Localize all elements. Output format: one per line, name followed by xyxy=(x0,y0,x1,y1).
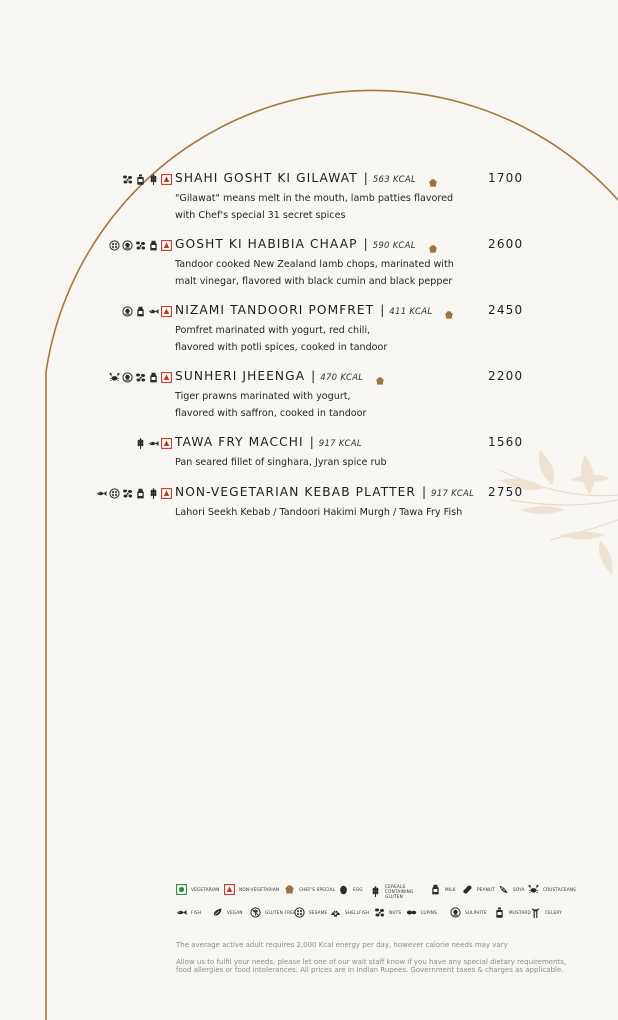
item-description xyxy=(175,256,454,290)
item-description-line: Tiger prawns marinated with yogurt, xyxy=(175,391,351,402)
legend-label: FISH xyxy=(191,910,202,915)
fish-icon xyxy=(148,438,159,449)
sulphite-icon xyxy=(122,306,133,317)
allergen-icons xyxy=(122,172,172,186)
item-kcal: 917 KCAL xyxy=(431,489,475,499)
legend-label: NON-VEGETARIAN xyxy=(239,887,280,892)
legend-item xyxy=(462,884,495,895)
disclaimer-line-2: food allergies or food intolerances. All prices are in Indian Rupees. Government taxes & charges as applicable. xyxy=(176,966,564,974)
legend-item xyxy=(250,907,296,918)
milk-icon xyxy=(135,306,146,317)
non-veg-icon xyxy=(161,174,172,185)
item-separator: | xyxy=(311,369,316,383)
celery-icon xyxy=(530,907,541,918)
legend-item xyxy=(430,884,456,895)
menu-item xyxy=(0,486,618,546)
menu-item xyxy=(0,370,618,430)
cereals-gluten-icon xyxy=(135,438,146,449)
item-name: GOSHT KI HABIBIA CHAAP xyxy=(175,237,358,251)
item-title-line xyxy=(175,369,363,383)
item-name: SUNHERI JHEENGA xyxy=(175,369,306,383)
non-veg-icon xyxy=(161,488,172,499)
legend-label: SHELLFISH xyxy=(345,910,370,915)
cereals-gluten-icon xyxy=(370,886,381,897)
soya-icon xyxy=(498,884,509,895)
legend-label: SESAME xyxy=(309,910,328,915)
crustaceans-icon xyxy=(109,372,120,383)
item-description xyxy=(175,322,387,356)
item-title-line xyxy=(175,485,474,499)
allergen-icons xyxy=(109,238,172,252)
legend-item xyxy=(330,907,369,918)
chef-hat-icon xyxy=(444,305,454,315)
item-price: 2750 xyxy=(488,485,524,499)
item-price: 2200 xyxy=(488,369,524,383)
legend-label: SULPHITE xyxy=(465,910,487,915)
item-description xyxy=(175,388,366,422)
chef-hat-icon xyxy=(428,239,438,249)
fish-icon xyxy=(96,488,107,499)
non-veg-icon xyxy=(224,884,235,895)
item-description xyxy=(175,190,453,224)
milk-icon xyxy=(148,372,159,383)
legend-label: CEREALS CONTAINING GLUTEN xyxy=(385,884,414,899)
legend-label: GLUTEN FREE xyxy=(265,910,296,915)
milk-icon xyxy=(430,884,441,895)
item-name: TAWA FRY MACCHI xyxy=(175,435,304,449)
legend-item xyxy=(530,907,562,918)
legend-item xyxy=(406,907,437,918)
sesame-icon xyxy=(109,240,120,251)
disclaimer-line-1: Allow us to fulfil your needs, please let one of our wait staff know if you have any special dietary requirements, xyxy=(176,958,567,966)
legend-label: CHEF'S SPECIAL xyxy=(299,887,336,892)
gluten-free-icon xyxy=(250,907,261,918)
milk-icon xyxy=(148,240,159,251)
legend-label: CRUSTACEANS xyxy=(543,887,577,892)
item-title-line xyxy=(175,171,416,185)
legend-item xyxy=(498,884,525,895)
lupins-icon xyxy=(406,907,417,918)
item-kcal: 470 KCAL xyxy=(320,373,364,383)
item-separator: | xyxy=(422,485,427,499)
sulphite-icon xyxy=(450,907,461,918)
crustaceans-icon xyxy=(528,884,539,895)
allergen-icons xyxy=(109,370,172,384)
item-separator: | xyxy=(309,435,314,449)
sulphite-icon xyxy=(122,372,133,383)
item-price: 2450 xyxy=(488,303,524,317)
item-description xyxy=(175,454,387,471)
chef-hat-icon xyxy=(375,371,385,381)
item-separator: | xyxy=(380,303,385,317)
item-description-line: Tandoor cooked New Zealand lamb chops, marinated with xyxy=(175,259,454,270)
fish-icon xyxy=(176,907,187,918)
legend-label: MUSTARD xyxy=(509,910,531,915)
item-title-line xyxy=(175,237,416,251)
legend-item xyxy=(224,884,279,895)
item-separator: | xyxy=(363,171,368,185)
allergen-icons xyxy=(96,486,172,500)
item-description-line: Pan seared fillet of singhara, Jyran spice rub xyxy=(175,457,387,468)
legend-label: VEGAN xyxy=(227,910,243,915)
vegan-icon xyxy=(212,907,223,918)
non-veg-icon xyxy=(161,372,172,383)
legend-label: LUPINS xyxy=(421,910,437,915)
item-title-line xyxy=(175,303,432,317)
cereals-gluten-icon xyxy=(148,488,159,499)
non-veg-icon xyxy=(161,306,172,317)
veg-icon xyxy=(176,884,187,895)
legend-item xyxy=(294,907,327,918)
item-name: SHAHI GOSHT KI GILAWAT xyxy=(175,171,358,185)
legend-item xyxy=(176,884,220,895)
legend-item xyxy=(494,907,531,918)
item-separator: | xyxy=(363,237,368,251)
legend-item xyxy=(450,907,487,918)
legend-label: CELERY xyxy=(545,910,562,915)
item-kcal: 917 KCAL xyxy=(318,439,362,449)
sulphite-icon xyxy=(122,240,133,251)
item-kcal: 563 KCAL xyxy=(372,175,417,185)
nuts-icon xyxy=(122,174,133,185)
nuts-icon xyxy=(135,372,146,383)
sesame-icon xyxy=(109,488,120,499)
nuts-icon xyxy=(122,488,133,499)
mustard-icon xyxy=(135,174,146,185)
peanut-icon xyxy=(462,884,473,895)
legend-item xyxy=(338,884,363,895)
item-description-line: flavored with saffron, cooked in tandoor xyxy=(175,408,367,419)
item-description-line: malt vinegar, flavored with black cumin and black pepper xyxy=(175,276,453,287)
legend-item xyxy=(370,884,423,899)
allergen-icons xyxy=(122,304,172,318)
non-veg-icon xyxy=(161,438,172,449)
legend-label: MILK xyxy=(445,887,456,892)
item-description-line: flavored with potli spices, cooked in tandoor xyxy=(175,342,388,353)
legend-label: EGG xyxy=(353,887,363,892)
milk-icon xyxy=(135,488,146,499)
legend-item xyxy=(176,907,201,918)
legend-item xyxy=(374,907,401,918)
item-kcal: 590 KCAL xyxy=(372,241,416,251)
chef-hat-icon xyxy=(428,173,438,183)
item-description-line: with Chef's special 31 secret spices xyxy=(175,210,346,221)
non-veg-icon xyxy=(161,240,172,251)
item-kcal: 411 KCAL xyxy=(389,307,433,317)
menu-item xyxy=(0,238,618,298)
sesame-icon xyxy=(294,907,305,918)
cereals-gluten-icon xyxy=(148,174,159,185)
item-price: 2600 xyxy=(488,237,524,251)
item-description xyxy=(175,504,462,521)
mustard-icon xyxy=(494,907,505,918)
item-title-line xyxy=(175,435,362,449)
menu-item xyxy=(0,304,618,364)
item-price: 1700 xyxy=(488,171,524,185)
allergen-icons xyxy=(135,436,172,450)
item-name: NIZAMI TANDOORI POMFRET xyxy=(175,303,375,317)
item-name: NON-VEGETARIAN KEBAB PLATTER xyxy=(175,485,416,499)
legend xyxy=(176,880,596,920)
nuts-icon xyxy=(374,907,385,918)
calorie-note: The average active adult requires 2,000 Kcal energy per day, however calorie needs may vary xyxy=(176,941,508,949)
legend-label: NUTS xyxy=(389,910,402,915)
menu-item xyxy=(0,172,618,232)
fish-icon xyxy=(148,306,159,317)
legend-label: SOYA xyxy=(513,887,525,892)
nuts-icon xyxy=(135,240,146,251)
item-description-line: Lahori Seekh Kebab / Tandoori Hakimi Murgh / Tawa Fry Fish xyxy=(175,507,463,518)
legend-label: VEGETARIAN xyxy=(191,887,220,892)
chef-hat-icon xyxy=(284,884,295,895)
legend-item xyxy=(212,907,243,918)
egg-icon xyxy=(338,884,349,895)
legend-item xyxy=(284,884,335,895)
item-price: 1560 xyxy=(488,435,524,449)
item-description-line: "Gilawat" means melt in the mouth, lamb patties flavored xyxy=(175,193,454,204)
legend-label: PEANUT xyxy=(477,887,495,892)
shellfish-icon xyxy=(330,907,341,918)
item-description-line: Pomfret marinated with yogurt, red chili, xyxy=(175,325,371,336)
legend-item xyxy=(528,884,576,895)
